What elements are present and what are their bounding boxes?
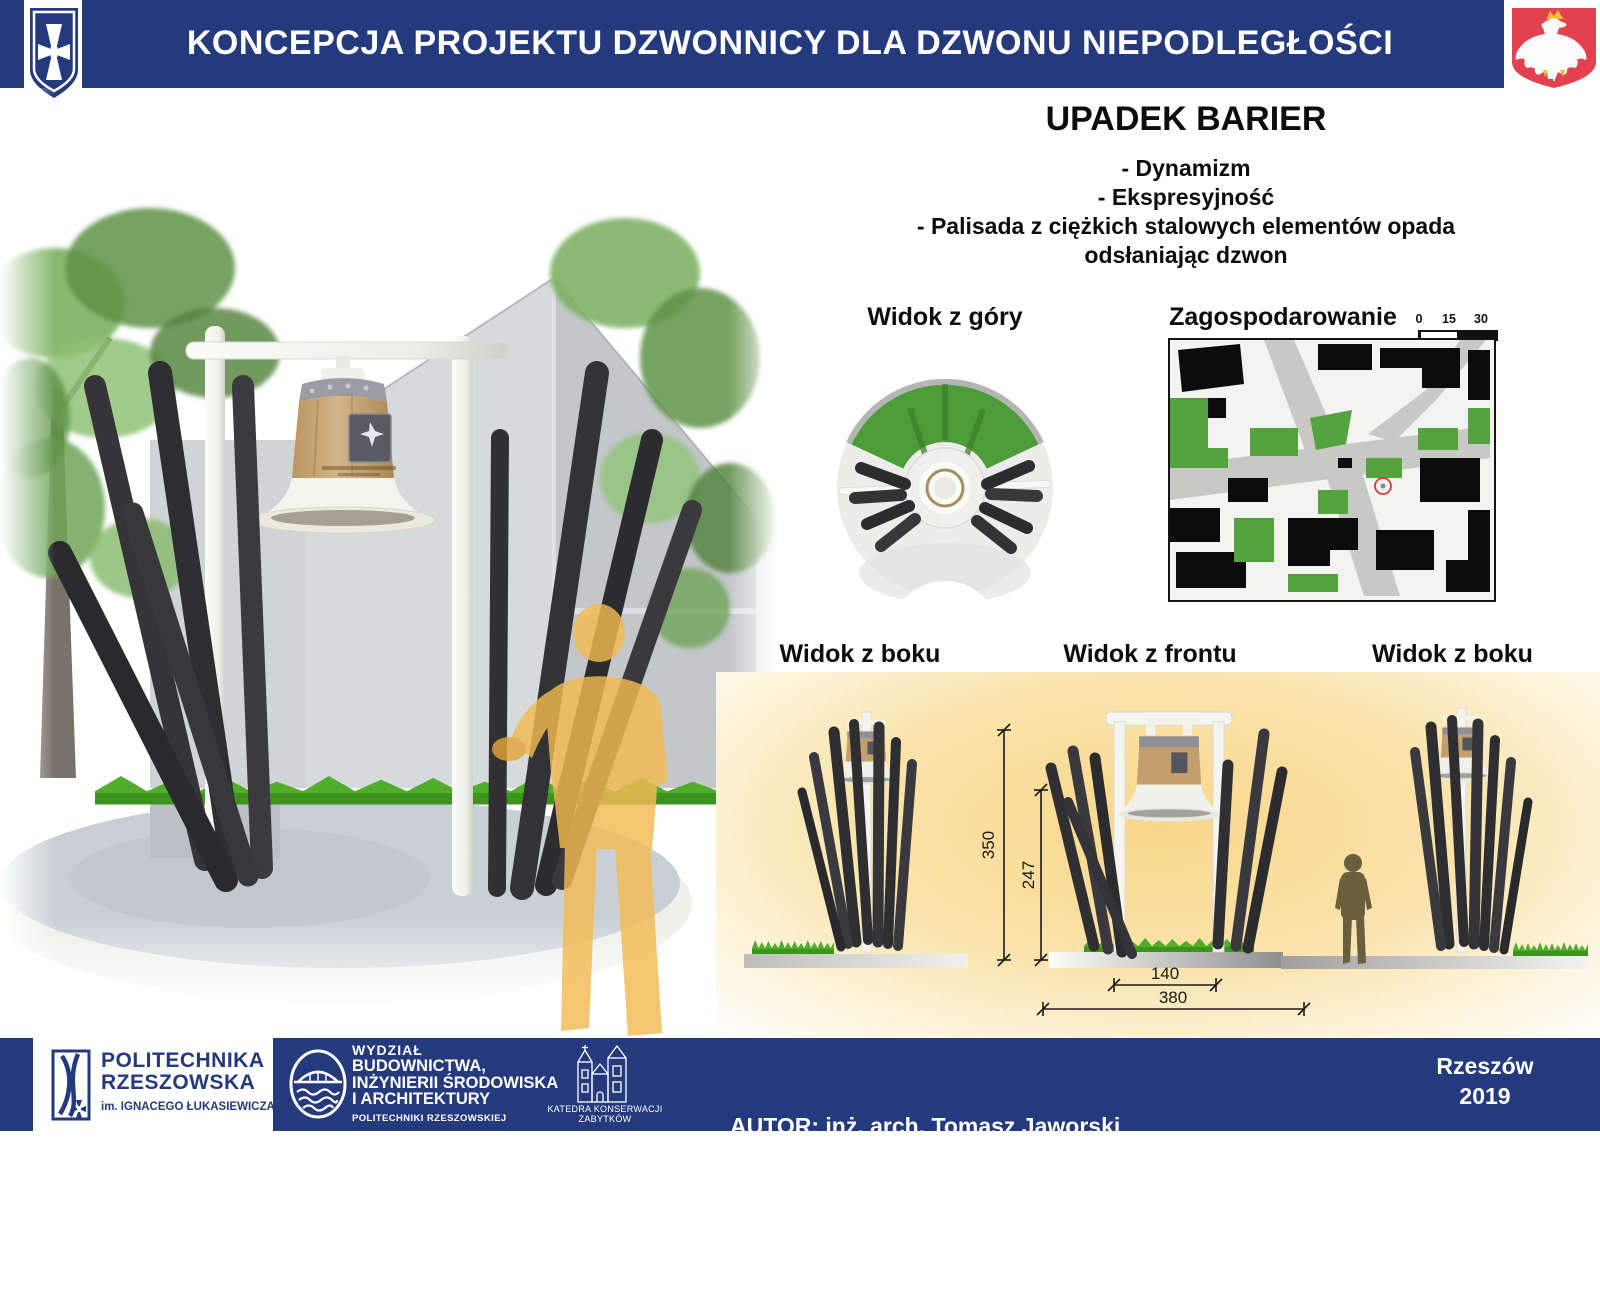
- university-name-line1: POLITECHNIKA: [101, 1049, 265, 1072]
- university-name: [101, 1050, 275, 1118]
- city-year-block: [1420, 1051, 1550, 1111]
- site-plan-label: Zagospodarowanie: [1169, 303, 1397, 331]
- elevation-front: [1049, 712, 1283, 968]
- side-view-right-label: Widok z boku: [1372, 640, 1533, 668]
- dim-bell-height: 247: [1019, 860, 1038, 890]
- faculty-name: [352, 1042, 558, 1127]
- faculty-logo-icon: [288, 1047, 348, 1123]
- faculty-line1: WYDZIAŁ: [352, 1042, 423, 1058]
- scale-tick-30: 30: [1474, 312, 1488, 326]
- promoter-line: PROMOTOR: dr hab. inż. Marek Gosztyła prof. PRz: [730, 1203, 1290, 1229]
- site-plan-map: [1170, 340, 1490, 596]
- top-view-label: Widok z góry: [867, 303, 1023, 331]
- scale-tick-15: 15: [1442, 312, 1456, 326]
- scale-person-silhouette: [1335, 854, 1372, 964]
- left-fade: [0, 88, 55, 1038]
- bullet-dynamizm: - Dynamizm: [1121, 155, 1251, 181]
- top-view-drawing: [815, 338, 1075, 620]
- faculty-line5: POLITECHNIKI RZESZOWSKIEJ: [352, 1112, 507, 1124]
- bullet-ekspresyjnosc: - Ekspresyjność: [1097, 184, 1275, 210]
- dim-bell-width: 140: [1150, 964, 1180, 983]
- concept-bullet-list: [846, 154, 1526, 270]
- elevation-side-right: [1281, 708, 1588, 969]
- department-line1: KATEDRA KONSERWACJI: [547, 1104, 663, 1114]
- elevation-side-left: [744, 712, 968, 968]
- author-line: AUTOR: inż. arch. Tomasz Jaworski: [730, 1113, 1121, 1139]
- city-label: Rzeszów: [1436, 1053, 1534, 1079]
- department-line2: ZABYTKÓW: [578, 1114, 632, 1124]
- bullet-palisada: - Palisada z ciężkich stalowych elementów opada odsłaniając dzwon: [916, 213, 1456, 268]
- politechnika-rzeszowska-logo-icon: [50, 1048, 92, 1122]
- department-name: [540, 1104, 670, 1124]
- main-render-visualization: [0, 88, 780, 1038]
- poland-coat-of-arms-icon: [1510, 6, 1598, 90]
- year-label: 2019: [1459, 1083, 1511, 1109]
- university-name-line3: im. IGNACEGO ŁUKASIEWICZA: [101, 1101, 275, 1113]
- faculty-line4: I ARCHITEKTURY: [352, 1090, 491, 1108]
- bottom-fade: [0, 918, 780, 1038]
- side-view-left-label: Widok z boku: [779, 640, 941, 668]
- front-view-label: Widok z frontu: [1063, 640, 1237, 668]
- dim-total-height: 350: [979, 830, 998, 860]
- dim-base-width: 380: [1158, 988, 1188, 1007]
- concept-heading: UPADEK BARIER: [1045, 100, 1327, 138]
- faculty-line2: BUDOWNICTWA,: [352, 1057, 486, 1075]
- faculty-line3: INŻYNIERII ŚRODOWISKA: [352, 1073, 559, 1092]
- heritage-conservation-department-logo-icon: [572, 1042, 642, 1104]
- elevation-drawings: [716, 672, 1600, 1038]
- university-name-line2: RZESZOWSKA: [101, 1071, 256, 1094]
- credits-block: [730, 1051, 1289, 1291]
- page-title: KONCEPCJA PROJEKTU DZWONNICY DLA DZWONU NIEPODLEGŁOŚCI: [186, 24, 1394, 62]
- scale-tick-0: 0: [1415, 312, 1423, 326]
